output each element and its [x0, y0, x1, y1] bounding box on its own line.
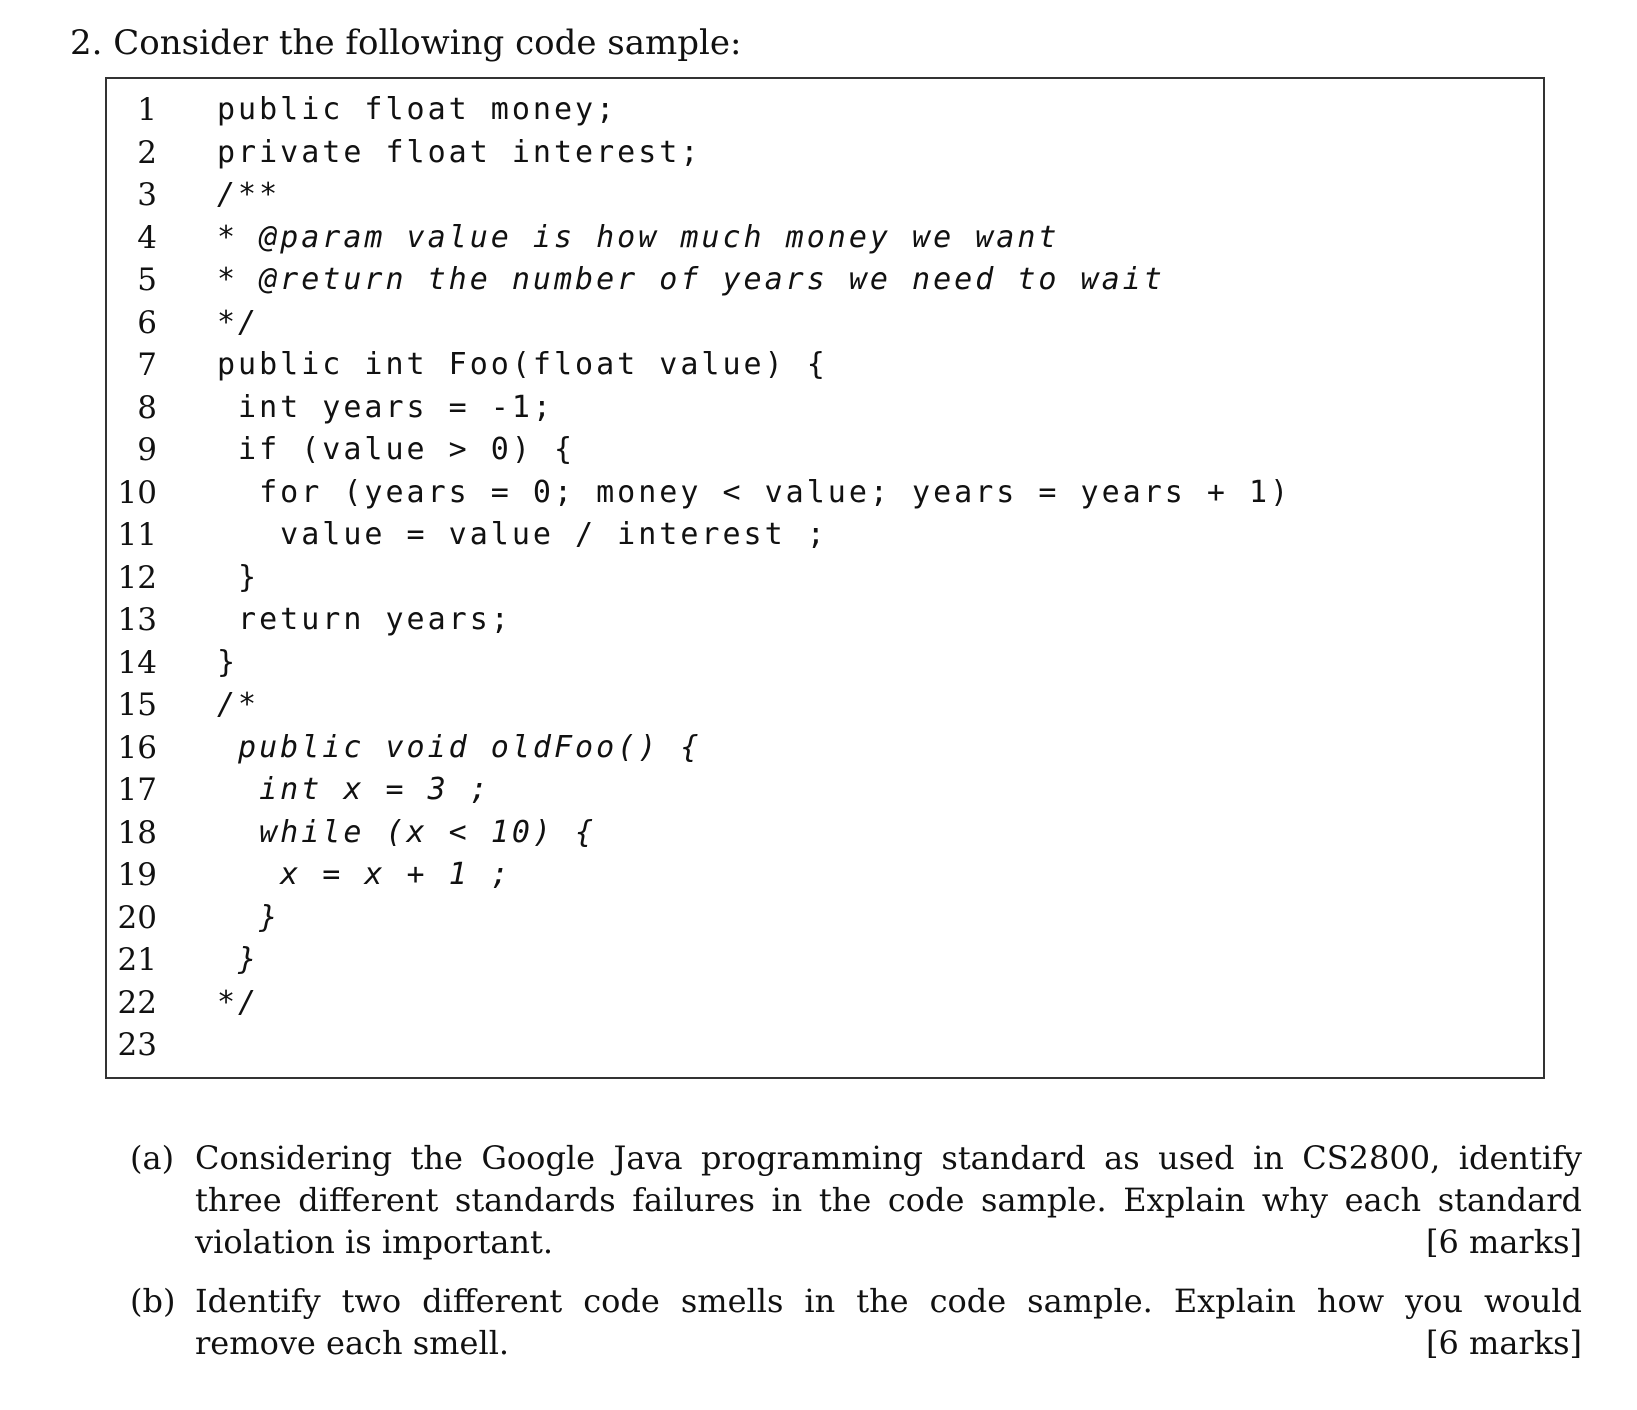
line-number: 10: [117, 474, 157, 511]
line-number: 6: [137, 304, 157, 341]
code-line: [107, 174, 1543, 217]
code-line: [107, 557, 1543, 600]
line-number: 8: [137, 389, 157, 426]
part-b-label: (b): [130, 1282, 176, 1320]
code-line: [107, 259, 1543, 302]
code-text: return years;: [217, 602, 512, 637]
line-number: 16: [117, 729, 157, 766]
code-text: }: [217, 899, 281, 935]
code-text: x = x + 1 ;: [217, 857, 512, 892]
code-text: if (value > 0) {: [217, 432, 576, 467]
line-number: 21: [117, 942, 157, 978]
line-number: 14: [117, 644, 157, 681]
code-text: /**: [217, 177, 281, 212]
code-line: [107, 982, 1543, 1025]
code-line: [107, 344, 1543, 387]
line-number: 13: [117, 602, 157, 638]
code-line: [107, 302, 1543, 345]
part-b-marks: [6 marks]: [1425, 1324, 1582, 1362]
code-line: [107, 387, 1543, 430]
code-text: }: [217, 559, 260, 595]
line-number: 22: [117, 984, 157, 1021]
code-line: [107, 89, 1543, 132]
code-line: [107, 812, 1543, 855]
code-line: [107, 472, 1543, 515]
part-b-text: Identify two different code smells in the code sample. Explain how you would remove each smell.: [195, 1282, 1582, 1362]
code-line: [107, 599, 1543, 642]
code-text: * @return the number of years we need to wait: [217, 262, 1165, 297]
code-line: [107, 769, 1543, 812]
part-a-marks: [6 marks]: [1425, 1223, 1582, 1261]
line-number: 20: [117, 899, 157, 936]
line-number: 15: [117, 687, 157, 723]
code-text: value = value / interest ;: [217, 517, 828, 552]
code-line: [107, 1024, 1543, 1067]
part-a-label: (a): [130, 1139, 175, 1177]
code-text: int x = 3 ;: [217, 772, 491, 807]
line-number: 3: [137, 177, 157, 213]
code-text: while (x < 10) {: [217, 814, 597, 850]
code-text: public float money;: [217, 92, 618, 127]
line-number: 12: [117, 559, 157, 596]
code-text: public int Foo(float value) {: [217, 347, 828, 382]
code-line: [107, 132, 1543, 175]
line-number: 2: [137, 134, 157, 171]
part-a-text-block: [195, 1137, 1582, 1263]
line-number: 11: [117, 517, 157, 553]
code-sample-box: [105, 77, 1545, 1079]
code-text: */: [217, 304, 260, 340]
part-a-text: Considering the Google Java programming standard as used in CS2800, identify three different standards failures in the code sample. Explain why each standard violation is important.: [195, 1139, 1582, 1261]
line-number: 9: [137, 432, 157, 468]
code-text: */: [217, 984, 260, 1020]
code-text: }: [217, 644, 239, 680]
code-line: [107, 642, 1543, 685]
code-line: [107, 217, 1543, 260]
part-b-text-block: [195, 1280, 1582, 1364]
question-part-b: [130, 1280, 1582, 1364]
code-line: [107, 684, 1543, 727]
line-number: 5: [137, 262, 157, 298]
line-number: 17: [117, 772, 157, 808]
question-heading: 2. Consider the following code sample:: [70, 23, 742, 63]
code-text: int years = -1;: [217, 389, 554, 425]
code-text: /*: [217, 687, 260, 722]
line-number: 1: [137, 92, 157, 128]
code-line: [107, 514, 1543, 557]
code-line: [107, 854, 1543, 897]
code-text: private float interest;: [217, 134, 702, 170]
line-number: 7: [137, 347, 157, 383]
line-number: 19: [117, 857, 157, 893]
line-number: 23: [117, 1027, 157, 1063]
code-text: for (years = 0; money < value; years = years + 1): [217, 474, 1292, 510]
code-line: [107, 897, 1543, 940]
question-part-a: [130, 1137, 1582, 1263]
code-line: [107, 727, 1543, 770]
line-number: 18: [117, 814, 157, 851]
code-line: [107, 939, 1543, 982]
code-text: }: [217, 942, 260, 977]
code-lines: [107, 89, 1543, 1067]
code-line: [107, 429, 1543, 472]
code-text: public void oldFoo() {: [217, 729, 702, 765]
code-text: * @param value is how much money we want: [217, 219, 1060, 255]
line-number: 4: [137, 219, 157, 256]
